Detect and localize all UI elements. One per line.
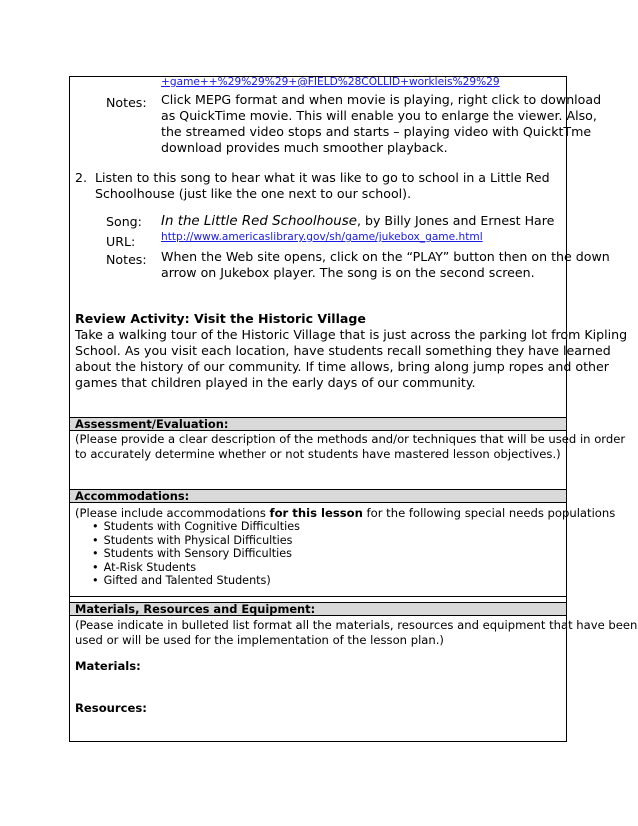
list-item: • Gifted and Talented Students) — [92, 574, 300, 588]
song-title: In the Little Red Schoolhouse — [161, 214, 357, 229]
resources-label: Resources: — [75, 701, 147, 715]
accommodations-list — [92, 520, 300, 588]
song-label: Song: — [106, 214, 142, 229]
assessment-heading: Assessment/Evaluation: — [70, 417, 566, 431]
notes2-line: arrow on Jukebox player. The song is on the second screen. — [161, 265, 535, 280]
review-line: games that children played in the early days of our community. — [75, 375, 476, 390]
notes-line: the streamed video stops and starts – playing video with QuicktTme — [161, 124, 592, 139]
song-by: , by Billy Jones and Ernest Hare — [356, 213, 555, 228]
lesson-plan-table — [69, 76, 638, 742]
notes-line: download provides much smoother playback. — [161, 140, 448, 155]
list-item: • Students with Cognitive Difficulties — [92, 520, 300, 534]
review-line: School. As you visit each location, have students recall something they have learned — [75, 343, 611, 358]
notes-label: Notes: — [106, 95, 147, 110]
accommodations-intro — [75, 506, 615, 521]
assessment-line: (Please provide a clear description of the methods and/or techniques that will be used in order — [75, 432, 626, 446]
notes2-label: Notes: — [106, 252, 147, 267]
intro-post: for the following special needs populations — [362, 506, 616, 520]
section-divider — [70, 596, 566, 597]
materials-intro — [75, 618, 637, 647]
top-link[interactable]: +game++%29%29%29+@FIELD%28COLLID+workleis%29%29 — [161, 76, 500, 88]
materials-label: Materials: — [75, 659, 141, 673]
materials-heading: Materials, Resources and Equipment: — [70, 602, 566, 616]
materials-line: (Pease indicate in bulleted list format all the materials, resources and equipment that have been — [75, 618, 638, 632]
list-number: 2. — [75, 170, 88, 185]
notes2-text — [161, 249, 610, 281]
assessment-text — [75, 432, 625, 461]
review-text — [75, 327, 627, 391]
url-label: URL: — [106, 234, 136, 249]
song-line — [161, 213, 554, 230]
list-item: • Students with Physical Difficulties — [92, 534, 300, 548]
review-line: about the history of our community. If time allows, bring along jump ropes and other — [75, 359, 609, 374]
accommodations-heading: Accommodations: — [70, 489, 566, 503]
notes-line: Click MEPG format and when movie is playing, right click to download — [161, 92, 602, 107]
item2-text — [95, 170, 550, 202]
item2-line: Schoolhouse (just like the one next to our school). — [95, 186, 412, 201]
list-item: • At-Risk Students — [92, 561, 300, 575]
item2-line: Listen to this song to hear what it was like to go to school in a Little Red — [95, 170, 550, 185]
assessment-line: to accurately determine whether or not students have mastered lesson objectives.) — [75, 446, 561, 461]
review-heading: Review Activity: Visit the Historic Village — [75, 311, 366, 326]
notes-text — [161, 92, 601, 156]
song-url-link[interactable]: http://www.americaslibrary.gov/sh/game/jukebox_game.html — [161, 231, 483, 243]
intro-bold: for this lesson — [269, 506, 363, 520]
review-line: Take a walking tour of the Historic Village that is just across the parking lot from Kipling — [75, 327, 628, 342]
list-item: • Students with Sensory Difficulties — [92, 547, 300, 561]
intro-pre: (Please include accommodations — [75, 506, 270, 520]
notes-line: as QuickTime movie. This will enable you to enlarge the viewer. Also, — [161, 108, 597, 123]
notes2-line: When the Web site opens, click on the “PLAY” button then on the down — [161, 249, 610, 264]
materials-line: used or will be used for the implementation of the lesson plan.) — [75, 632, 444, 647]
